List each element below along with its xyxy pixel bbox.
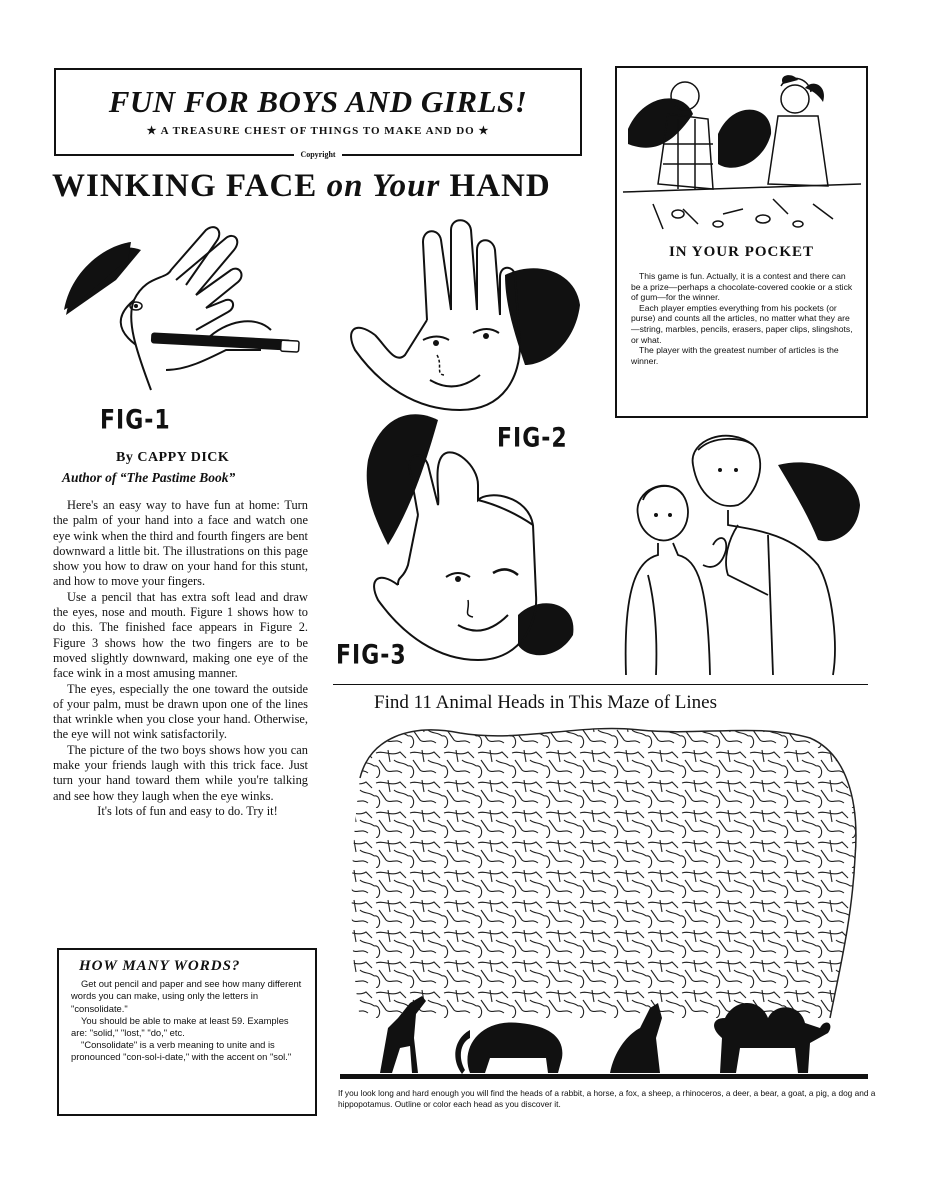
header-subtitle: ★ A TREASURE CHEST OF THINGS TO MAKE AND DO ★ [146, 125, 490, 137]
maze-caption: If you look long and hard enough you will find the heads of a rabbit, a horse, a fox, a sheep, a rhinoceros, a deer, a bear, a goat, a pig, a dog and a hippopotamus. Outline or color each head as you discover it. [338, 1088, 876, 1109]
pocket-paragraph: This game is fun. Actually, it is a contest and there can be a prize—perhaps a chocolate-covered cookie or a stick of gum—for the winner. [631, 271, 853, 303]
maze-title: Find 11 Animal Heads in This Maze of Lines [374, 692, 718, 713]
pocket-paragraph: The player with the greatest number of articles is the winner. [631, 345, 839, 366]
hand-pencil-illustration [56, 220, 306, 395]
winking-hand-illustration [358, 405, 583, 670]
animal-maze-illustration [340, 718, 868, 1080]
header-box [54, 68, 582, 159]
how-many-words-box [57, 948, 317, 1116]
article-paragraph: The picture of the two boys shows how you can make your friends laugh with this trick face. Just turn your hand toward them while you're talking and see how they laugh when the eye winks. [53, 742, 308, 803]
article-paragraph: The eyes, especially the one toward the outside of your palm, must be drawn upon one of the lines that wrinkle when you close your hand. Otherwise, the eye will not wink satisfactorily. [53, 681, 308, 742]
how-many-words-title: HOW MANY WORDS? [79, 958, 241, 974]
article-paragraph: It's lots of fun and easy to do. Try it! [97, 803, 278, 818]
in-your-pocket-title: IN YOUR POCKET [668, 244, 815, 260]
in-your-pocket-box [615, 66, 868, 418]
section-divider [333, 684, 868, 685]
article-body [53, 498, 308, 819]
words-paragraph: You should be able to make at least 59. Examples are: "solid," "lost," "do," etc. [71, 1014, 289, 1039]
words-paragraph: "Consolidate" is a verb meaning to unite and is pronounced "con-sol-i-date," with the accent on "sol." [71, 1039, 292, 1063]
two-boys-illustration [618, 425, 868, 675]
fig3-label: FIG-3 [336, 640, 407, 671]
pocket-paragraph: Each player empties everything from his pockets (or purse) and counts all the articles, no matter what they are—string, marbles, pencils, erasers, paper clips, slingshots, or what. [631, 302, 853, 345]
hand-face-illustration [345, 215, 585, 420]
header-title: FUN FOR BOYS AND GIRLS! [108, 84, 528, 119]
fig2-label: FIG-2 [497, 423, 568, 454]
page-title: WINKING FACE on Your HAND [52, 168, 551, 204]
copyright-label: Copyright [56, 150, 580, 159]
fig1-label: FIG-1 [100, 405, 171, 436]
article-paragraph: Use a pencil that has extra soft lead and draw the eyes, nose and mouth. Figure 1 shows how to do this. The finished face appears in Figure 2. Figure 3 shows how the two fingers are to be moved slightly downward, making one eye of the face wink in a most amusing manner. [53, 589, 308, 681]
byline: By CAPPY DICK [116, 450, 230, 465]
words-paragraph: Get out pencil and paper and see how many different words you can make, using only the letters in "consolidate." [71, 978, 302, 1014]
children-pockets-illustration [623, 74, 861, 239]
author-line: Author of “The Pastime Book” [62, 470, 236, 485]
in-your-pocket-text [631, 271, 854, 366]
article-paragraph: Here's an easy way to have fun at home: Turn the palm of your hand into a face and watch one eye wink when the third and fourth fingers are bent downward a little bit. The illustrations on this page show you how to draw on your hand for this stunt, and how to move your fingers. [53, 498, 308, 589]
